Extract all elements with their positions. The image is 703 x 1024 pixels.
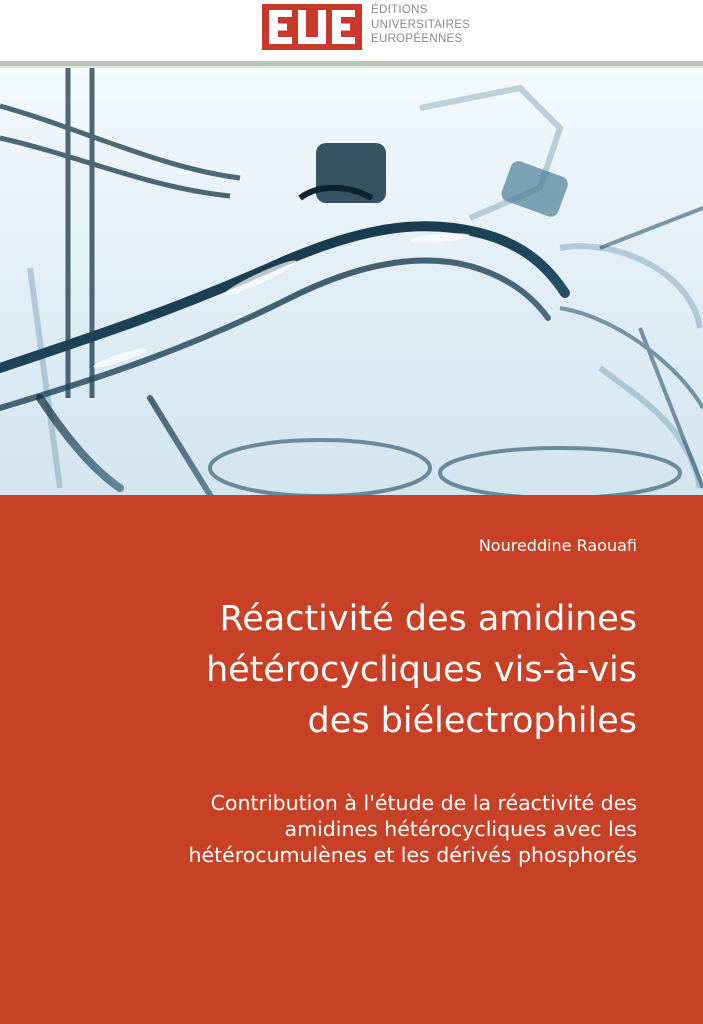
subtitle-line-1: Contribution à l'étude de la réactivité des	[210, 791, 637, 815]
subtitle-line-3: hétérocumulènes et les dérivés phosphorés	[188, 843, 637, 867]
publisher-name	[371, 3, 470, 47]
publisher-line-3: EUROPÉENNES	[371, 33, 463, 45]
publisher-line-2: UNIVERSITAIRES	[371, 18, 471, 31]
publisher-header	[0, 0, 703, 62]
publisher-line-1: ÉDITIONS	[371, 4, 428, 16]
subtitle-line-2: amidines hétérocycliques avec les	[284, 817, 637, 841]
glassware-illustration-icon	[0, 68, 703, 495]
title-line-2: hétérocycliques vis-à-vis	[205, 650, 637, 690]
book-subtitle	[37, 790, 637, 868]
title-line-1: Réactivité des amidines	[219, 599, 637, 639]
title-line-3: des biélectrophiles	[307, 701, 637, 741]
eue-logo-icon	[262, 4, 362, 50]
title-panel	[0, 495, 703, 1024]
author-name: Noureddine Raouafi	[478, 536, 637, 555]
glassware-photo	[0, 68, 703, 495]
book-title	[37, 594, 637, 747]
